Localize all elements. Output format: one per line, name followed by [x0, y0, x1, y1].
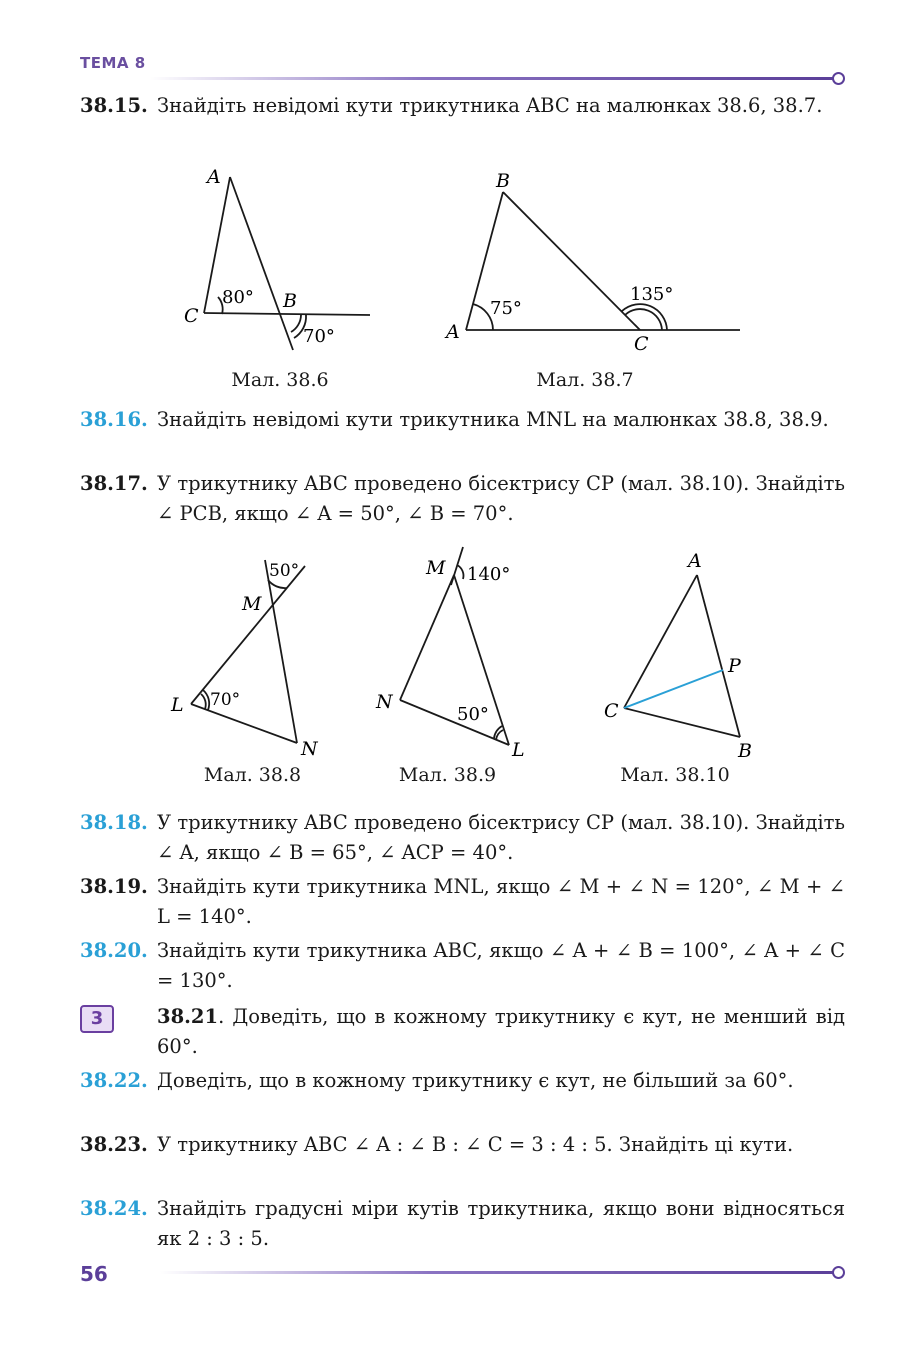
problem-38-19 [80, 872, 845, 932]
angle-label: 135° [630, 284, 674, 305]
vertex-label: N [376, 691, 393, 713]
level-3-badge: 3 [80, 1005, 114, 1033]
figure-38-9 [370, 540, 535, 765]
problem-text: Знайдіть невідомі кути трикутника ABC на малюнках 38.6, 38.7. [157, 94, 823, 117]
bisector-line [624, 670, 723, 708]
problem-38-21 [80, 1002, 845, 1062]
figure-caption: Мал. 38.6 [231, 369, 329, 391]
problem-text: Знайдіть градусні міри кутів трикутника, якщо вони відносяться як 2 : 3 : 5. [157, 1197, 845, 1250]
vertex-label: L [512, 739, 525, 761]
problem-number: 38.22. [80, 1069, 148, 1092]
figure-caption: Мал. 38.8 [203, 764, 302, 786]
figure-38-8 [165, 550, 325, 765]
problem-text: Доведіть, що в кожному трикутнику є кут, не більший за 60°. [157, 1069, 794, 1092]
angle-label: 70° [210, 690, 241, 710]
problem-text: . Доведіть, що в кожному трикутнику є кут, не менший від 60°. [157, 1005, 845, 1058]
figure-caption: Мал. 38.9 [398, 764, 497, 786]
topic-label: ТЕМА 8 [80, 54, 146, 72]
angle-label: 140° [467, 564, 511, 585]
vertex-label: A [207, 166, 221, 188]
problem-38-18 [80, 808, 845, 868]
problem-38-15 [80, 91, 845, 121]
problem-38-22 [80, 1066, 845, 1096]
vertex-label: B [496, 170, 510, 192]
problem-38-23 [80, 1130, 845, 1160]
angle-label: 50° [269, 561, 300, 581]
angle-label: 75° [490, 298, 522, 319]
figure-38-6 [175, 160, 385, 360]
problem-38-16 [80, 405, 845, 435]
problem-number: 38.15. [80, 94, 148, 117]
vertex-label: L [171, 694, 184, 716]
header-rule [150, 77, 835, 80]
angle-label: 80° [222, 287, 254, 308]
problem-text: У трикутнику ABC проведено бісектрису CP (мал. 38.10). Знайдіть ∠ PCB, якщо ∠ A = 50°, ∠ B = 70°. [157, 472, 845, 525]
header-rule-dot [832, 72, 845, 85]
problem-number: 38.19. [80, 875, 148, 898]
angle-label: 50° [457, 704, 489, 725]
angle-label: 70° [303, 326, 335, 347]
problem-number: 38.21 [157, 1005, 219, 1028]
figure-caption: Мал. 38.7 [536, 369, 634, 391]
figure-caption: Мал. 38.10 [620, 764, 730, 786]
footer-rule-dot [832, 1266, 845, 1279]
problem-38-20 [80, 936, 845, 996]
problem-number: 38.24. [80, 1197, 148, 1220]
vertex-label: C [184, 305, 199, 327]
problem-number: 38.18. [80, 811, 148, 834]
vertex-label: M [426, 557, 446, 579]
problem-text: У трикутнику ABC ∠ A : ∠ B : ∠ C = 3 : 4 : 5. Знайдіть ці кути. [157, 1133, 794, 1156]
problem-text: Знайдіть кути трикутника ABC, якщо ∠ A + ∠ B = 100°, ∠ A + ∠ C = 130°. [157, 939, 845, 992]
figure-38-7 [440, 165, 745, 360]
problem-38-17 [80, 469, 845, 529]
vertex-label: A [446, 321, 460, 343]
vertex-label: M [242, 593, 262, 615]
problem-number: 38.17. [80, 472, 148, 495]
figure-38-10 [595, 545, 765, 765]
footer-rule [160, 1271, 835, 1274]
vertex-label: B [738, 740, 752, 762]
problem-number: 38.23. [80, 1133, 148, 1156]
page-number: 56 [80, 1262, 108, 1286]
vertex-label: N [301, 738, 318, 760]
vertex-label: B [283, 290, 297, 312]
vertex-label: C [634, 333, 649, 355]
problem-number: 38.16. [80, 408, 148, 431]
problem-text: У трикутнику ABC проведено бісектрису CP (мал. 38.10). Знайдіть ∠ A, якщо ∠ B = 65°, ∠ ACP = 40°. [157, 811, 845, 864]
vertex-label: C [604, 700, 619, 722]
problem-38-24 [80, 1194, 845, 1254]
problem-number: 38.20. [80, 939, 148, 962]
problem-text: Знайдіть кути трикутника MNL, якщо ∠ M + ∠ N = 120°, ∠ M + ∠ L = 140°. [157, 875, 845, 928]
vertex-label: P [728, 655, 741, 677]
vertex-label: A [688, 550, 702, 572]
problem-text: Знайдіть невідомі кути трикутника MNL на малюнках 38.8, 38.9. [157, 408, 829, 431]
